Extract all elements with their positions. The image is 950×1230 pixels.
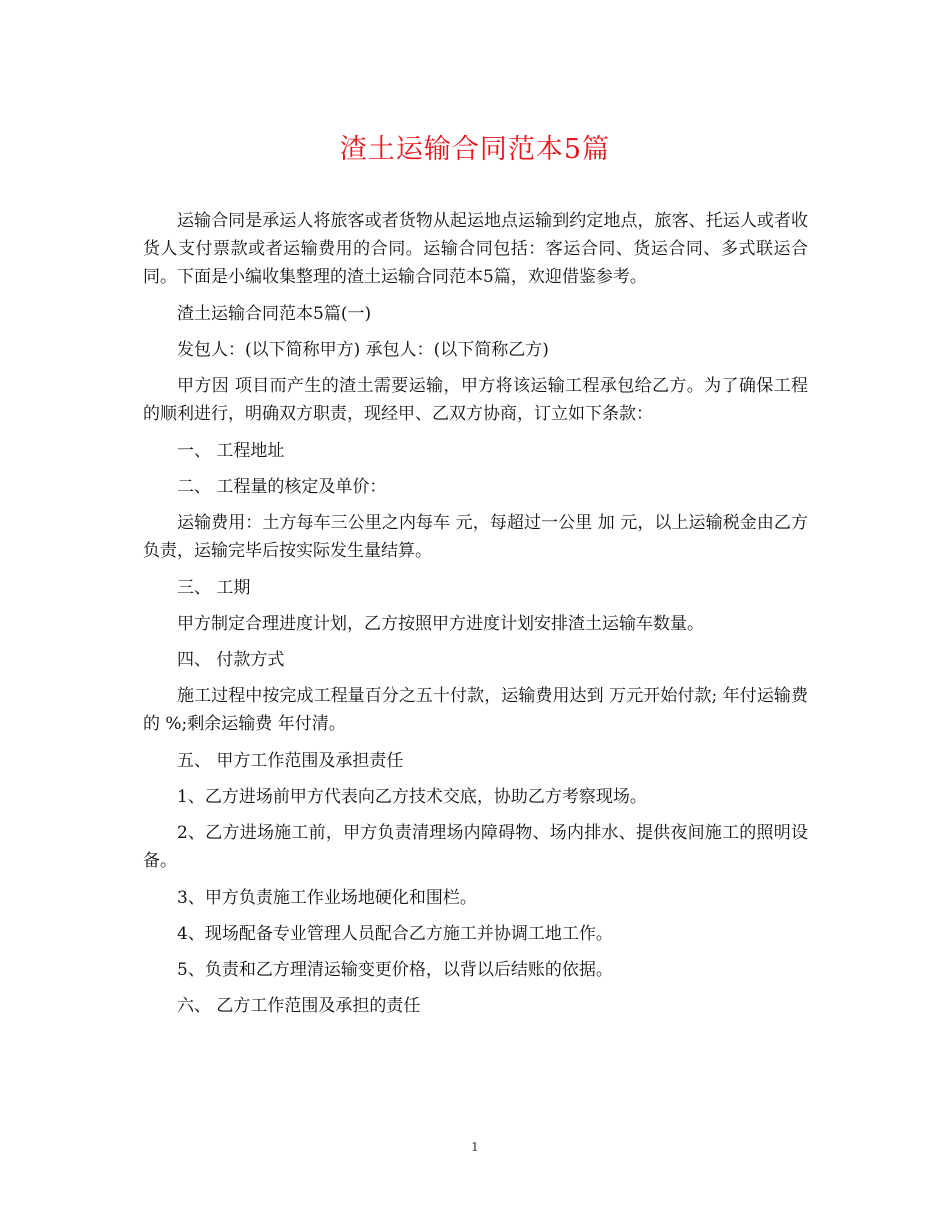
- paragraph-payment: 施工过程中按完成工程量百分之五十付款，运输费用达到 万元开始付款; 年付运输费的 %;剩余运输费 年付清。: [143, 686, 808, 734]
- paragraph-item-5: 5、负责和乙方理清运输变更价格，以背以后结账的依据。: [177, 960, 613, 980]
- paragraph-item-2: 2、乙方进场施工前，甲方负责清理场内障碍物、场内排水、提供夜间施工的照明设备。: [143, 823, 808, 871]
- paragraph-preamble: 甲方因 项目而产生的渣土需要运输，甲方将该运输工程承包给乙方。为了确保工程的顺利进行，明确双方职责，现经甲、乙双方协商，订立如下条款：: [143, 376, 808, 424]
- paragraph-item-1: 1、乙方进场前甲方代表向乙方技术交底，协助乙方考察现场。: [177, 787, 647, 807]
- paragraph-clause-5: 五、 甲方工作范围及承担责任: [177, 751, 404, 771]
- document-title: 渣土运输合同范本5篇: [339, 134, 611, 165]
- paragraph-clause-2: 二、 工程量的核定及单价：: [177, 477, 387, 497]
- paragraph-transport-fee: 运输费用：土方每车三公里之内每车 元，每超过一公里 加 元，以上运输税金由乙方负责，运输完毕后按实际发生量结算。: [143, 513, 808, 561]
- document-body: [143, 207, 808, 1028]
- paragraph-clause-4: 四、 付款方式: [177, 650, 285, 670]
- page-number: 1: [471, 1140, 479, 1154]
- paragraph-schedule: 甲方制定合理进度计划，乙方按照甲方进度计划安排渣土运输车数量。: [177, 614, 704, 634]
- paragraph-item-4: 4、现场配备专业管理人员配合乙方施工并协调工地工作。: [177, 924, 613, 944]
- paragraph-intro: 运输合同是承运人将旅客或者货物从起运地点运输到约定地点，旅客、托运人或者收货人支付票款或者运输费用的合同。运输合同包括：客运合同、货运合同、多式联运合同。下面是小编收集整理的渣土运输合同范本5篇，欢迎借鉴参考。: [143, 211, 808, 287]
- paragraph-parties: 发包人：(以下简称甲方) 承包人：(以下简称乙方): [177, 340, 549, 360]
- paragraph-clause-6: 六、 乙方工作范围及承担的责任: [177, 996, 421, 1016]
- paragraph-clause-3: 三、 工期: [177, 578, 251, 598]
- paragraph-section-heading: 渣土运输合同范本5篇(一): [177, 304, 372, 324]
- paragraph-item-3: 3、甲方负责施工作业场地硬化和围栏。: [177, 888, 477, 908]
- paragraph-clause-1: 一、 工程地址: [177, 441, 285, 461]
